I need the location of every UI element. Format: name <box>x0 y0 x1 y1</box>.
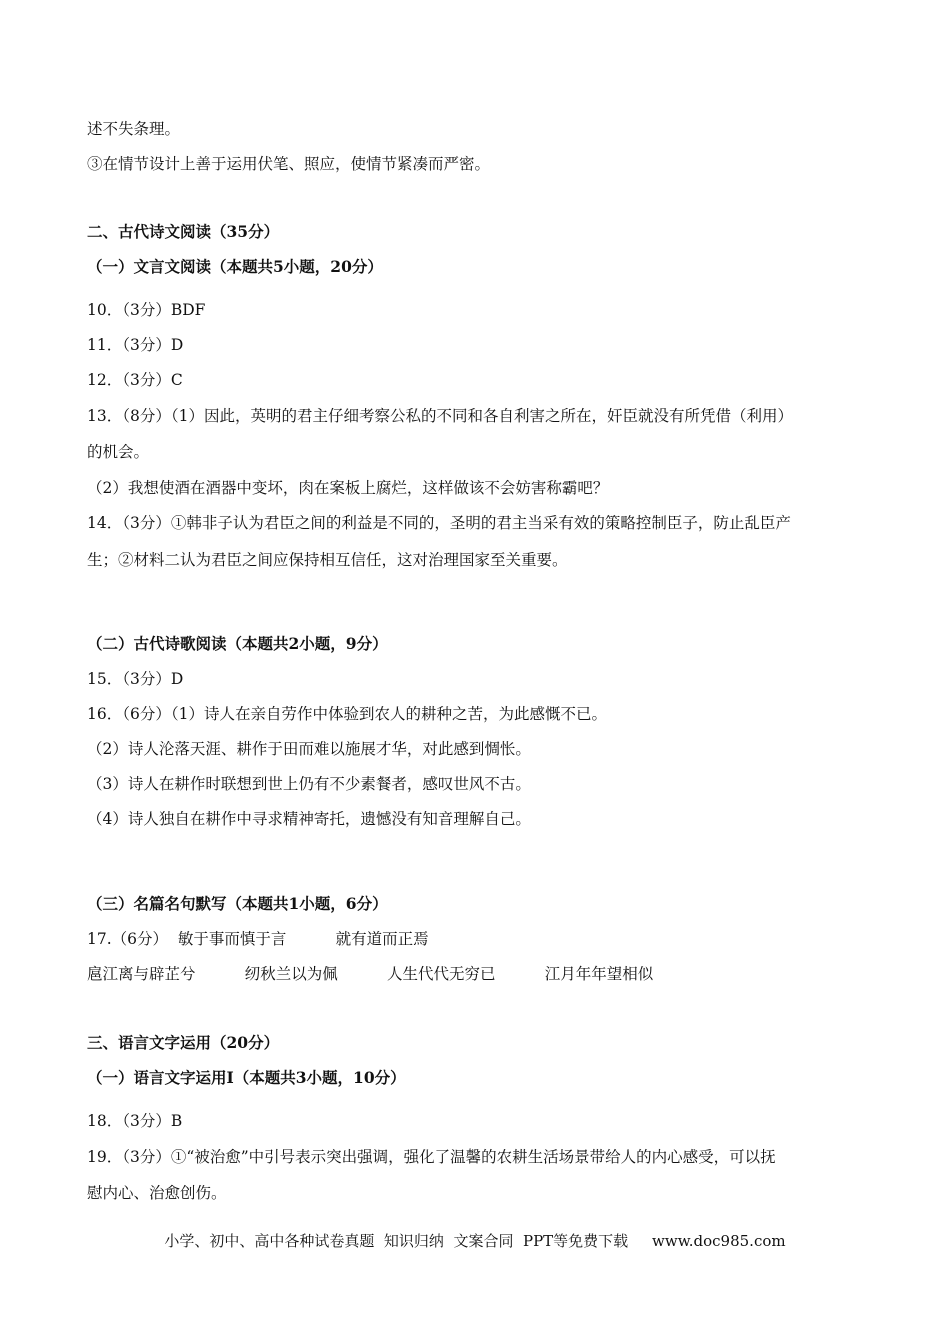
answer-line: 18．（3分）B <box>87 1112 183 1130</box>
answer-line: （4）诗人独自在耕作中寻求精神寄托，遗憾没有知音理解自己。 <box>87 810 531 828</box>
answer-line: 10．（3分）BDF <box>87 301 206 319</box>
subsection-heading: （二）古代诗歌阅读（本题共2小题，9分） <box>87 634 388 653</box>
section-heading: 三、语言文字运用（20分） <box>87 1033 280 1052</box>
text-line: 述不失条理。 <box>87 120 181 138</box>
answer-line: （2）诗人沦落天涯、耕作于田而难以施展才华，对此感到惆怅。 <box>87 740 531 758</box>
answer-line: 13．（8分）（1）因此，英明的君主仔细考察公私的不同和各自利害之所在，奸臣就没有所凭借（利用） <box>87 407 793 425</box>
text-line: ③在情节设计上善于运用伏笔、照应，使情节紧凑而严密。 <box>87 155 491 173</box>
answer-line: （2）我想使酒在酒器中变坏，肉在案板上腐烂，这样做该不会妨害称霸吧？ <box>87 479 609 497</box>
answer-line: 11．（3分）D <box>87 336 184 354</box>
subsection-heading: （三）名篇名句默写（本题共1小题，6分） <box>87 894 388 913</box>
answer-line: 17.（6分） 敏于事而慎于言 就有道而正焉 <box>87 930 429 948</box>
answer-line: 12．（3分）C <box>87 371 183 389</box>
answer-line: （3）诗人在耕作时联想到世上仍有不少素餐者，感叹世风不古。 <box>87 775 531 793</box>
answer-line: 扈江离与辟芷兮 纫秋兰以为佩 人生代代无穷已 江月年年望相似 <box>87 965 654 983</box>
answer-line: 19．（3分）①“被治愈”中引号表示突出强调，强化了温馨的农耕生活场景带给人的内心感受，可以抚 <box>87 1148 776 1166</box>
answer-line: 15．（3分）D <box>87 670 184 688</box>
subsection-heading: （一）文言文阅读（本题共5小题，20分） <box>87 257 383 276</box>
answer-line: 14．（3分）①韩非子认为君臣之间的利益是不同的，圣明的君主当采有效的策略控制臣子，防止乱臣产 <box>87 514 791 532</box>
answer-line: 生；②材料二认为君臣之间应保持相互信任，这对治理国家至关重要。 <box>87 551 568 569</box>
section-heading: 二、古代诗文阅读（35分） <box>87 222 280 241</box>
answer-line: 慰内心、治愈创伤。 <box>87 1184 227 1202</box>
subsection-heading: （一）语言文字运用Ⅰ（本题共3小题，10分） <box>87 1068 406 1087</box>
answer-line: 的机会。 <box>87 443 150 461</box>
answer-line: 16．（6分）（1）诗人在亲自劳作中体验到农人的耕种之苦，为此感慨不已。 <box>87 705 607 723</box>
page-footer: 小学、初中、高中各种试卷真题 知识归纳 文案合同 PPT等免费下载 www.doc985.com <box>164 1232 786 1250</box>
